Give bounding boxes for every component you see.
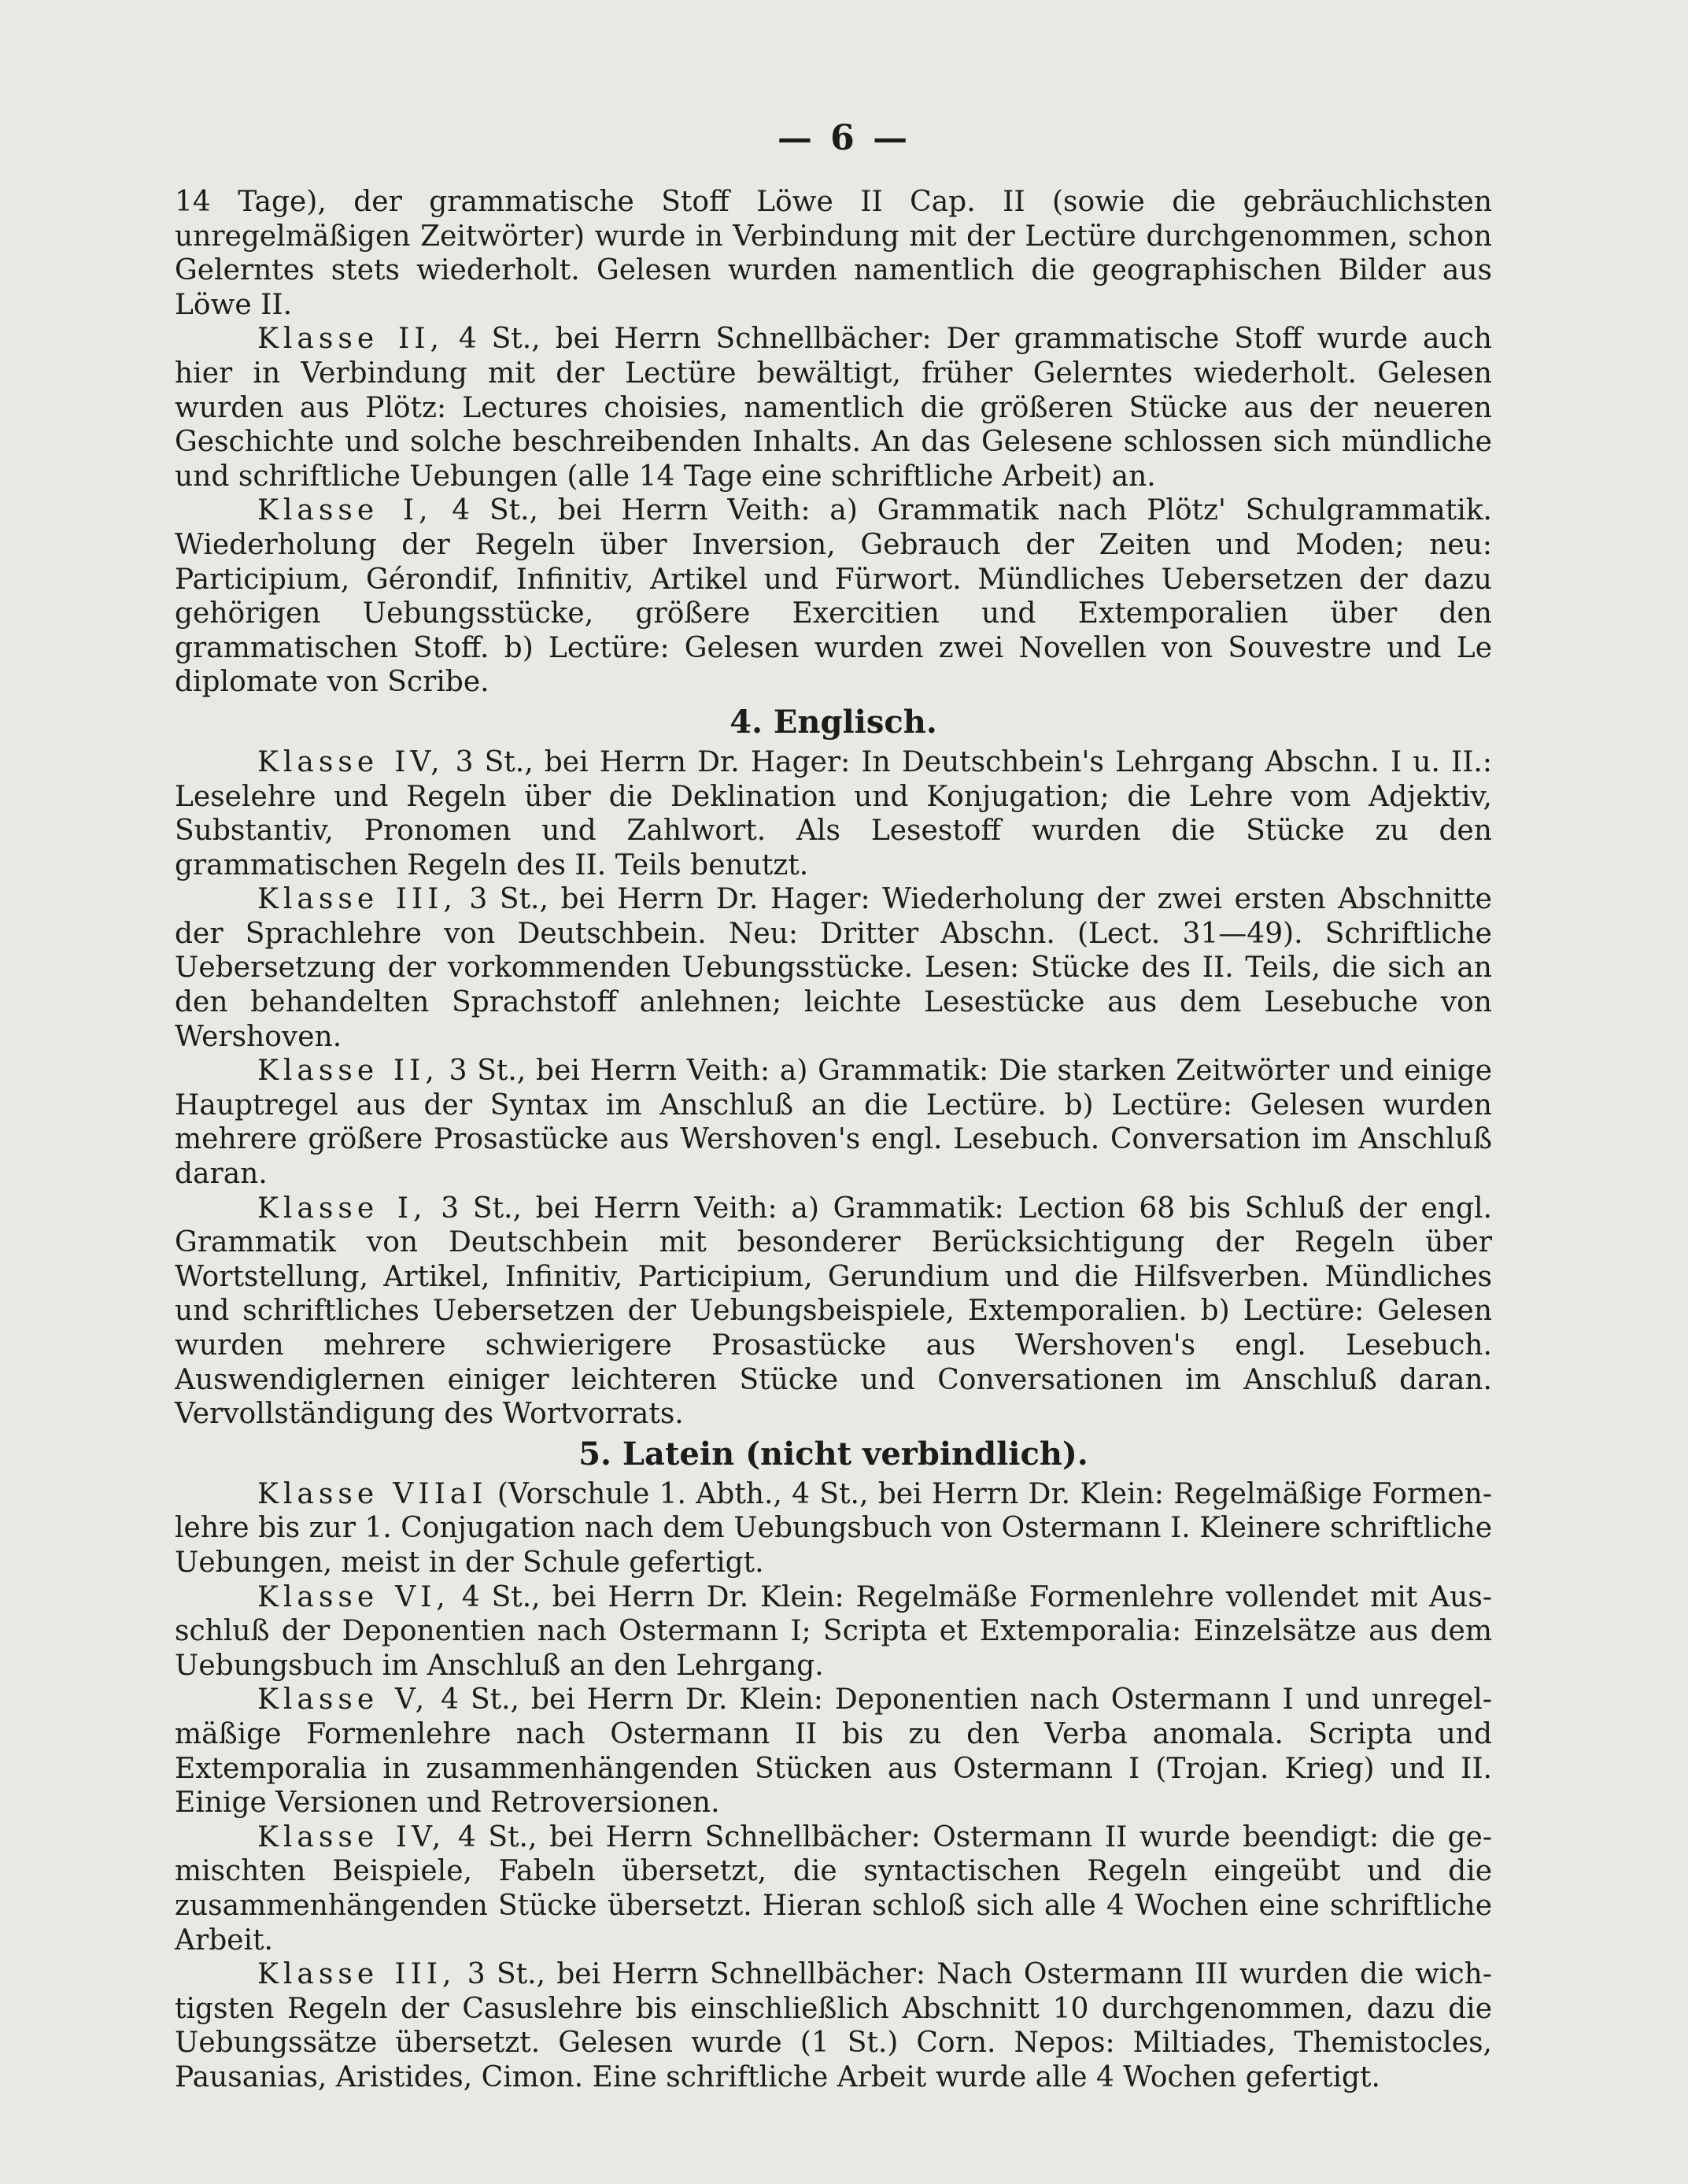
paragraph-text: 3 St., bei Herrn Veith: a) Grammatik: Die starken Zeitwörter und einige Hauptregel aus der Syntax im Anschluß an die Lectüre. b) Lectüre: Gelesen wurden mehrere größere Prosastücke aus Wershoven's engl. Lesebuch. Conversation im Anschluß daran. [175,1055,1493,1191]
section-heading: 4. Englisch. [729,703,937,741]
paragraph-text: 3 St., bei Herrn Dr. Hager: In Deutschbein's Lehrgang Abschn. I u. II.: Leselehre und Regeln über die Deklination und Konjugation; die Lehre vom Adjektiv, Substantiv, Pronomen und Zahlwort. Als Lesestoff wurden die Stücke zu den grammatischen Regeln des II. Teils benutzt. [175,745,1493,881]
paragraph-text: 3 St., bei Herrn Schnellbächer: Nach Ostermann III wurden die wichtigsten Regeln der Casuslehre bis einschließlich Abschnitt 10 durchgenommen, dazu die Uebungssätze übersetzt. Gelesen wurde (1 St.) Corn. Nepos: Miltiades, Themistocles, Pausanias, Aristides, Cimon. Eine schriftliche Arbeit wurde alle 4 Wochen gefertigt. [175,1958,1492,2093]
page-body [175,185,1492,2094]
paragraph [175,1820,1492,1957]
page-number: — 6 — [777,118,911,158]
paragraph [175,1477,1492,1580]
class-label: Klasse III, [257,1958,456,1991]
paragraph-text: (Vorschule 1. Abth., 4 St., bei Herrn Dr. Klein: Regelmäßige Formenlehre bis zur 1. Conjugation nach dem Uebungsbuch von Ostermann I. Kleinere schriftliche Uebungen, meist in der Schule gefertigt. [175,1477,1492,1579]
class-label: Klasse VI, [257,1580,450,1613]
paragraph [175,322,1492,493]
section-heading: 5. Latein (nicht verbindlich). [578,1435,1088,1473]
paragraph-text: 3 St., bei Herrn Dr. Hager: Wiederholung der zwei ersten Abschnitte der Sprachlehre von Deutschbein. Neu: Dritter Abschn. (Lect. 31—49). Schriftliche Uebersetzung der vorkommenden Uebungsstücke. Lesen: Stücke des II. Teils, die sich an den behandelten Sprachstoff anlehnen; leichte Lesestücke aus dem Lesebuche von Wershoven. [175,883,1492,1053]
class-label: Klasse I, [257,494,433,527]
paragraph [175,1683,1492,1820]
class-label: Klasse II, [257,323,444,356]
class-label: Klasse VIIaI [257,1477,488,1510]
paragraph [175,745,1492,882]
class-label: Klasse IV, [257,745,445,778]
paragraph-text: 4 St., bei Herrn Schnellbächer: Ostermann II wurde beendigt: die gemischten Beispiele, Fabeln übersetzt, die syntactischen Regeln eingeübt und die zusammenhängenden Stücke übersetzt. Hieran schloß sich alle 4 Wochen eine schriftliche Arbeit. [175,1820,1493,1957]
paragraph-text: 4 St., bei Herrn Schnellbächer: Der grammatische Stoff wurde auch hier in Verbindung mit der Lectüre bewältigt, früher Gelerntes wiederholt. Gelesen wurden aus Plötz: Lectures choisies, namentlich die größeren Stücke aus der neueren Geschichte und solche beschreibenden Inhalts. An das Gelesene schlossen sich mündliche und schriftliche Uebungen (alle 14 Tage eine schriftliche Arbeit) an. [175,323,1492,493]
paragraph [175,493,1492,700]
paragraph-text: 3 St., bei Herrn Veith: a) Grammatik: Lection 68 bis Schluß der engl. Grammatik von Deutschbein mit besonderer Berücksichtigung der Regeln über Wortstellung, Artikel, Infinitiv, Participium, Gerundium und die Hilfsverben. Mündliches und schriftliches Uebersetzen der Uebungsbeispiele, Extemporalien. b) Lectüre: Gelesen wurden mehrere schwierigere Prosastücke aus Wershoven's engl. Lesebuch. Auswendiglernen einiger leichteren Stücke und Conversationen im Anschluß daran. Vervollständigung des Wortvorrats. [175,1192,1492,1431]
paragraph-text: 4 St., bei Herrn Veith: a) Grammatik nach Plötz' Schulgrammatik. Wiederholung der Regeln über Inversion, Gebrauch der Zeiten und Moden; neu: Participium, Gérondif, Infinitiv, Artikel und Fürwort. Mündliches Uebersetzen der dazu gehörigen Uebungsstücke, größere Exercitien und Extemporalien über den grammatischen Stoff. b) Lectüre: Gelesen wurden zwei Novellen von Souvestre und Le diplomate von Scribe. [175,494,1493,699]
class-label: Klasse V, [257,1683,430,1717]
class-label: Klasse III, [257,883,457,916]
paragraph [175,882,1492,1054]
paragraph-text: 4 St., bei Herrn Dr. Klein: Deponentien nach Ostermann I und unregelmäßige Formenlehre nach Ostermann II bis zu den Verba anomala. Scripta und Extemporalia in zusammenhängenden Stücken aus Ostermann I (Trojan. Krieg) und II. Einige Versionen und Retroversionen. [175,1683,1492,1820]
paragraph [175,185,1492,322]
class-label: Klasse I, [257,1192,427,1225]
class-label: Klasse IV, [257,1820,446,1853]
class-label: Klasse II, [257,1055,439,1088]
paragraph-text: 4 St., bei Herrn Dr. Klein: Regelmäße Formenlehre vollendet mit Ausschluß der Deponentien nach Ostermann I; Scripta et Extemporalia: Einzelsätze aus dem Uebungsbuch im Anschluß an den Lehrgang. [175,1580,1492,1682]
paragraph [175,1054,1492,1191]
paragraph-text: 14 Tage), der grammatische Stoff Löwe II Cap. II (sowie die gebräuchlichsten unregelmäßigen Zeitwörter) wurde in Verbindung mit der Lectüre durchgenommen, schon Gelerntes stets wiederholt. Gelesen wurden namentlich die geographischen Bilder aus Löwe II. [175,186,1492,321]
paragraph [175,1580,1492,1683]
paragraph [175,1192,1492,1432]
paragraph [175,1957,1492,2094]
